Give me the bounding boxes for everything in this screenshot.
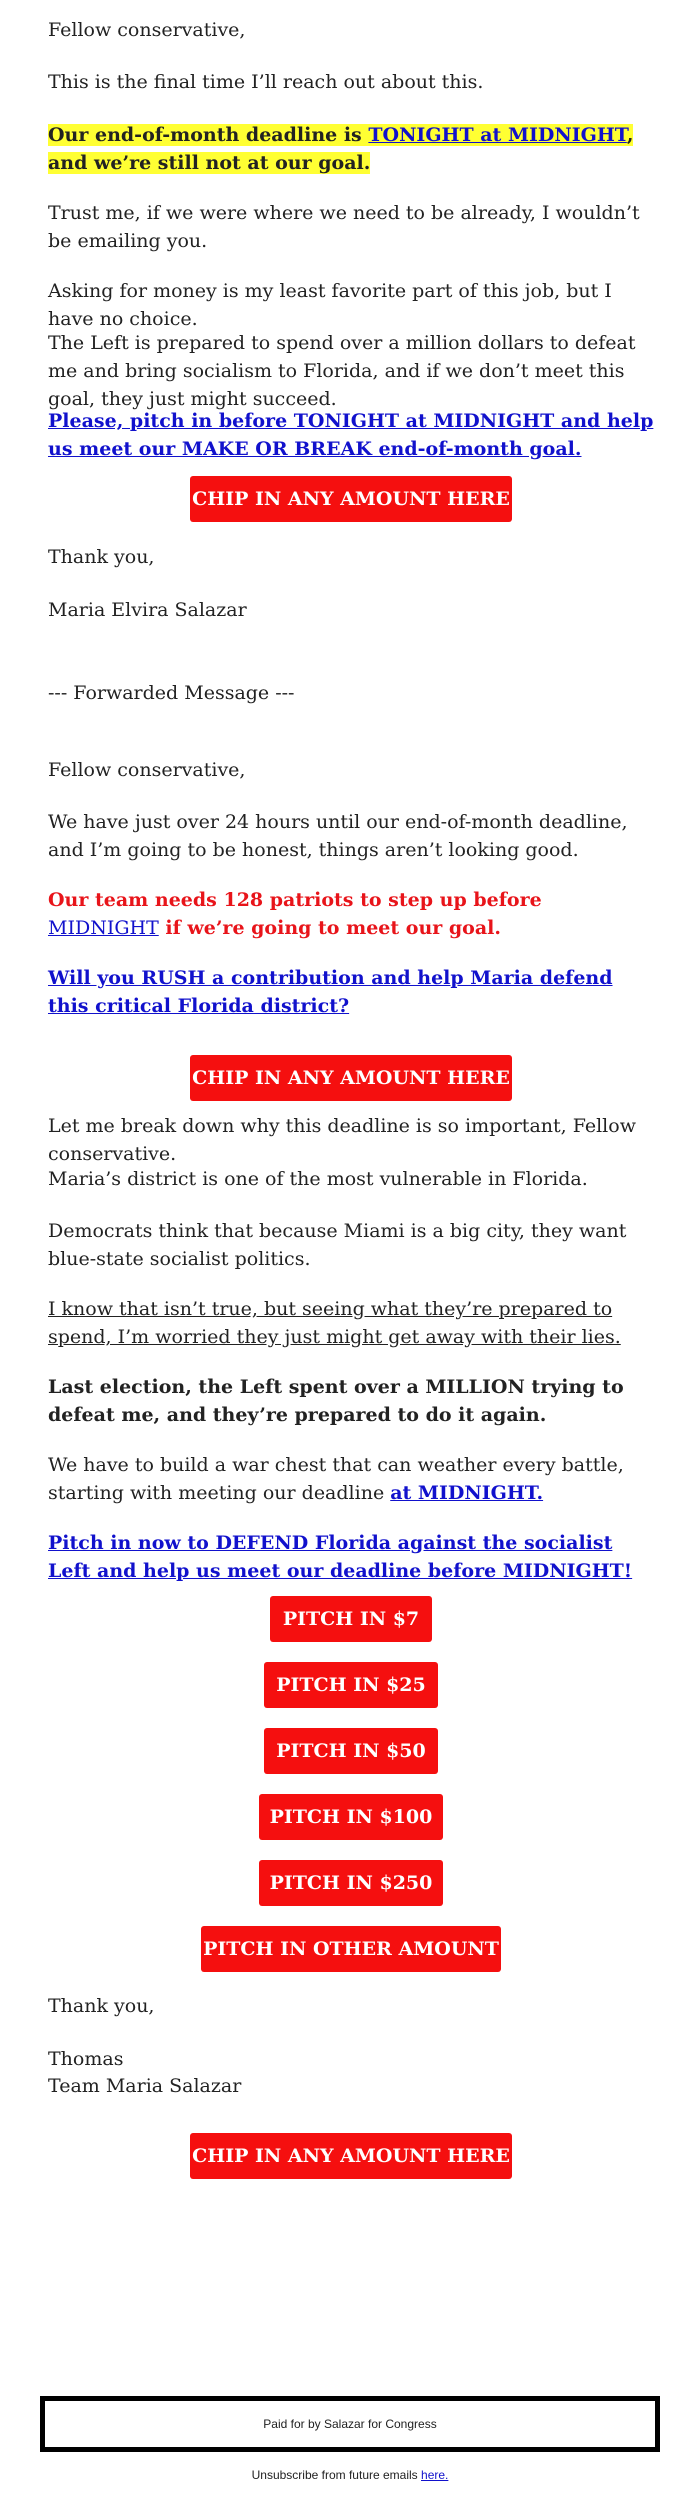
unsubscribe-text: Unsubscribe from future emails <box>251 2468 422 2482</box>
last-election-paragraph: Last election, the Left spent over a MILLION trying to defeat me, and they’re prepared to do it again. <box>48 1376 624 1426</box>
pitch-25-button[interactable]: PITCH IN $25 <box>264 1662 438 1708</box>
war-chest-text: We have to build a war chest that can weather every battle, starting with meeting our deadline <box>48 1454 624 1504</box>
war-chest-paragraph <box>48 1451 654 1507</box>
signer-name: Thomas <box>48 2048 124 2070</box>
thank-you: Thank you, <box>48 1995 155 2017</box>
greeting: Fellow conservative, <box>48 759 246 781</box>
patriots-text-post: if we’re going to meet our goal. <box>158 917 501 939</box>
signature-name: Maria Elvira Salazar <box>48 599 247 621</box>
defend-florida-link[interactable]: Pitch in now to DEFEND Florida against the socialist Left and help us meet our deadline before MIDNIGHT! <box>48 1532 633 1582</box>
at-midnight-link[interactable]: at MIDNIGHT. <box>390 1482 544 1504</box>
greeting: Fellow conservative, <box>48 19 246 41</box>
pitch-other-amount-button[interactable]: PITCH IN OTHER AMOUNT <box>201 1926 501 1972</box>
pitch-in-link[interactable]: Please, pitch in before TONIGHT at MIDNIGHT and help us meet our MAKE OR BREAK end-of-month goal. <box>48 410 654 460</box>
chip-in-button[interactable]: CHIP IN ANY AMOUNT HERE <box>190 476 512 522</box>
pitch-100-button[interactable]: PITCH IN $100 <box>259 1794 443 1840</box>
pitch-50-button[interactable]: PITCH IN $50 <box>264 1728 438 1774</box>
pitch-7-button[interactable]: PITCH IN $7 <box>270 1596 432 1642</box>
deadline-paragraph <box>48 121 654 177</box>
paid-for-box <box>40 2396 660 2452</box>
patriots-text-pre: Our team needs 128 patriots to step up before <box>48 889 542 911</box>
chip-in-button[interactable]: CHIP IN ANY AMOUNT HERE <box>190 1055 512 1101</box>
paid-for-text: Paid for by Salazar for Congress <box>263 2417 437 2431</box>
unsubscribe-link[interactable]: here. <box>421 2468 449 2482</box>
thank-you: Thank you, <box>48 546 155 568</box>
not-true-paragraph: I know that isn’t true, but seeing what they’re prepared to spend, I’m worried they just might get away with their lies. <box>48 1298 621 1348</box>
midnight-link[interactable]: MIDNIGHT <box>48 917 159 939</box>
democrats-paragraph: Democrats think that because Miami is a big city, they want blue-state socialist politics. <box>48 1220 627 1270</box>
trust-me-paragraph: Trust me, if we were where we need to be already, I wouldn’t be emailing you. <box>48 202 640 252</box>
break-down-paragraph: Let me break down why this deadline is so important, Fellow conservative. <box>48 1115 636 1165</box>
signer-team: Team Maria Salazar <box>48 2075 242 2097</box>
forwarded-message-divider: --- Forwarded Message --- <box>48 682 295 704</box>
deadline-link[interactable]: TONIGHT at MIDNIGHT <box>368 124 627 146</box>
final-time-paragraph: This is the final time I’ll reach out about this. <box>48 71 484 93</box>
asking-money-paragraph: Asking for money is my least favorite part of this job, but I have no choice. <box>48 280 612 330</box>
district-paragraph: Maria’s district is one of the most vulnerable in Florida. <box>48 1168 588 1190</box>
pitch-250-button[interactable]: PITCH IN $250 <box>259 1860 443 1906</box>
left-spend-paragraph: The Left is prepared to spend over a million dollars to defeat me and bring socialism to Florida, and if we don’t meet this goal, they just might succeed. <box>48 332 636 410</box>
deadline-text-post: , and we’re still not at our goal. <box>48 124 634 174</box>
chip-in-button[interactable]: CHIP IN ANY AMOUNT HERE <box>190 2133 512 2179</box>
unsubscribe-line <box>0 2468 700 2482</box>
patriots-paragraph <box>48 886 654 942</box>
hours-left-paragraph: We have just over 24 hours until our end-of-month deadline, and I’m going to be honest, things aren’t looking good. <box>48 811 628 861</box>
rush-contribution-link[interactable]: Will you RUSH a contribution and help Maria defend this critical Florida district? <box>48 967 613 1017</box>
deadline-text-pre: Our end-of-month deadline is <box>48 124 369 146</box>
